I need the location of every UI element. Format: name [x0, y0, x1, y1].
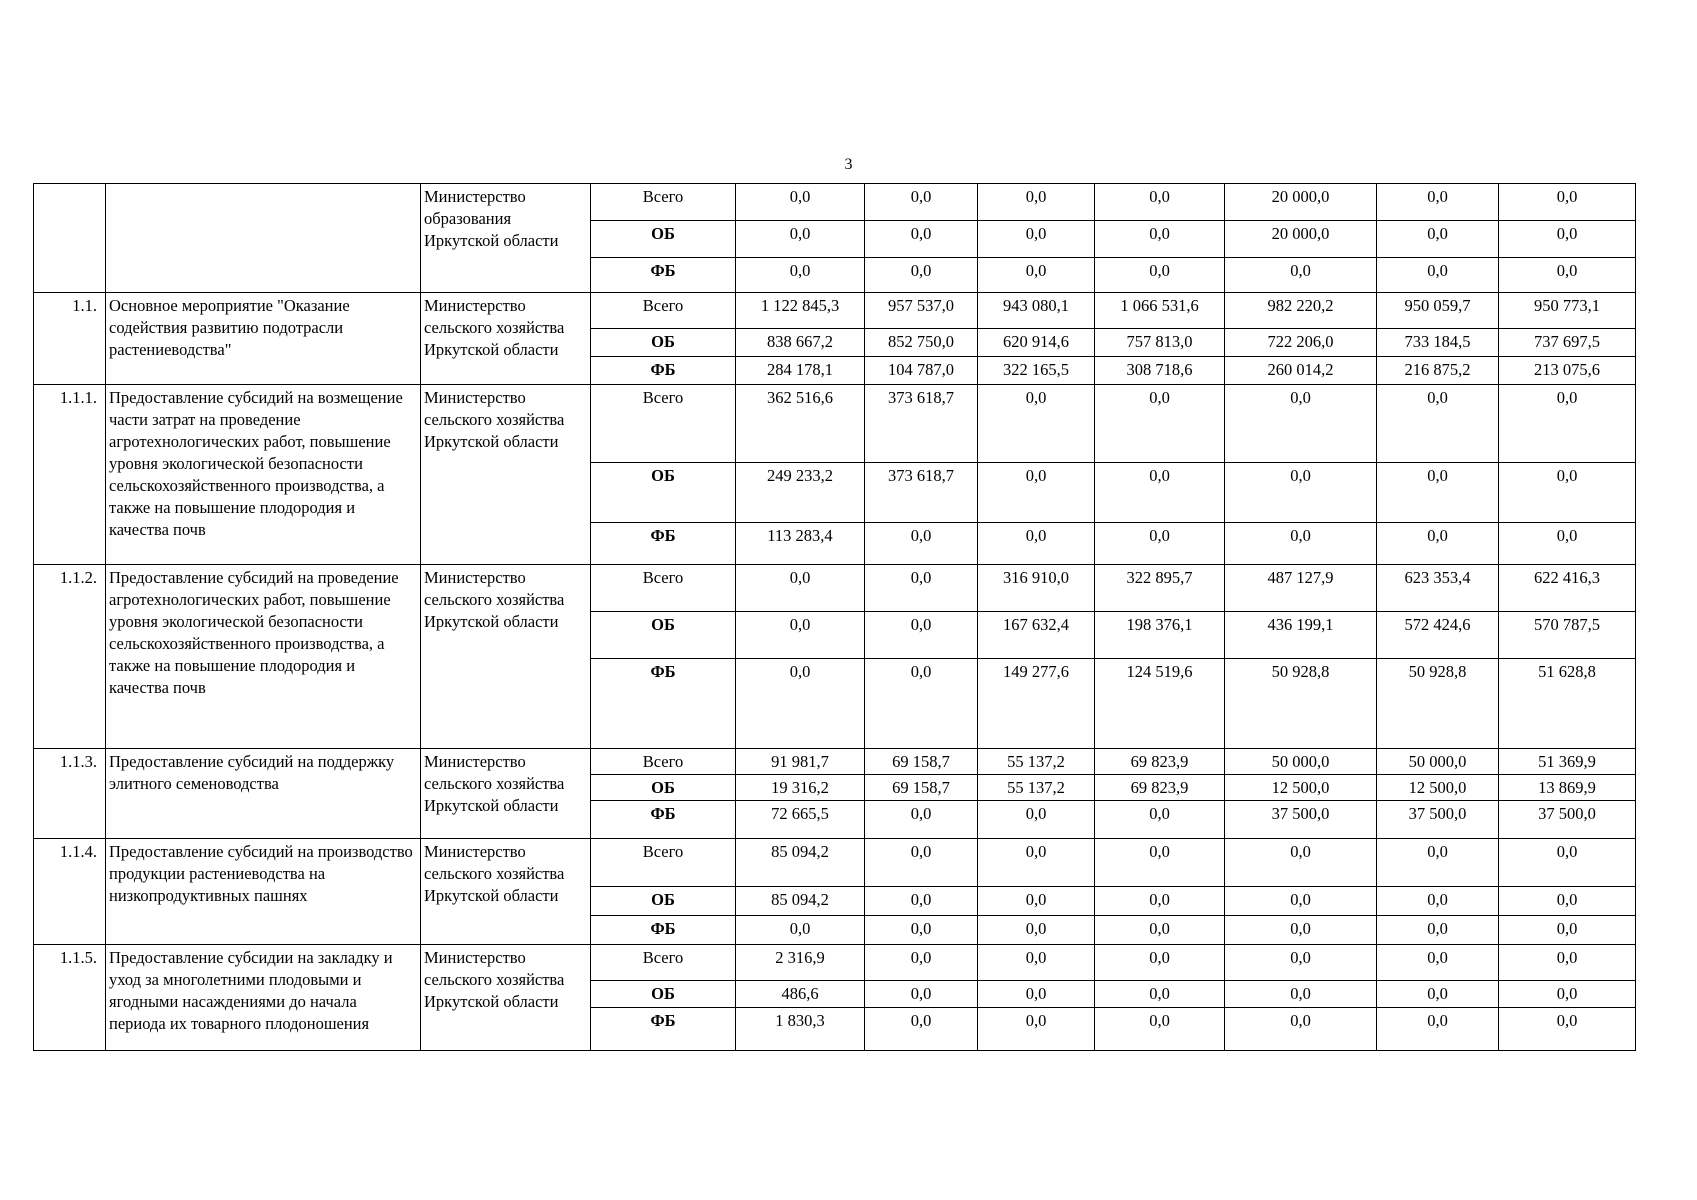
amount-cell: 13 869,9	[1499, 775, 1636, 801]
item-name: Основное мероприятие "Оказание содействия развитию подотрасли растениеводства"	[106, 293, 421, 385]
amount-cell: 0,0	[1377, 981, 1499, 1008]
amount-cell: 0,0	[1095, 258, 1225, 293]
amount-cell: 0,0	[736, 184, 865, 221]
amount-cell: 957 537,0	[865, 293, 978, 329]
amount-cell: 0,0	[1377, 463, 1499, 523]
table-body	[34, 184, 1636, 1051]
amount-cell: 37 500,0	[1377, 801, 1499, 839]
table-row	[34, 749, 1636, 775]
amount-cell: 91 981,7	[736, 749, 865, 775]
funding-source: ФБ	[591, 916, 736, 945]
amount-cell: 322 895,7	[1095, 565, 1225, 612]
amount-cell: 0,0	[1377, 258, 1499, 293]
item-code	[34, 184, 106, 293]
amount-cell: 0,0	[1377, 221, 1499, 258]
amount-cell: 570 787,5	[1499, 612, 1636, 659]
amount-cell: 486,6	[736, 981, 865, 1008]
table-row	[34, 293, 1636, 329]
responsible-org: Министерство сельского хозяйства Иркутской области	[421, 293, 591, 385]
amount-cell: 623 353,4	[1377, 565, 1499, 612]
amount-cell: 0,0	[1499, 945, 1636, 981]
amount-cell: 249 233,2	[736, 463, 865, 523]
amount-cell: 0,0	[978, 887, 1095, 916]
amount-cell: 436 199,1	[1225, 612, 1377, 659]
amount-cell: 0,0	[865, 258, 978, 293]
amount-cell: 0,0	[1499, 463, 1636, 523]
amount-cell: 69 823,9	[1095, 775, 1225, 801]
amount-cell: 0,0	[1095, 981, 1225, 1008]
table-row	[34, 184, 1636, 221]
amount-cell: 113 283,4	[736, 523, 865, 565]
amount-cell: 0,0	[1225, 258, 1377, 293]
amount-cell: 622 416,3	[1499, 565, 1636, 612]
amount-cell: 0,0	[978, 801, 1095, 839]
page-number: 3	[844, 156, 853, 173]
table-row	[34, 945, 1636, 981]
amount-cell: 0,0	[1095, 523, 1225, 565]
amount-cell: 12 500,0	[1225, 775, 1377, 801]
amount-cell: 838 667,2	[736, 329, 865, 357]
amount-cell: 50 928,8	[1225, 659, 1377, 749]
amount-cell: 722 206,0	[1225, 329, 1377, 357]
amount-cell: 487 127,9	[1225, 565, 1377, 612]
amount-cell: 1 066 531,6	[1095, 293, 1225, 329]
amount-cell: 260 014,2	[1225, 357, 1377, 385]
amount-cell: 0,0	[1225, 385, 1377, 463]
amount-cell: 37 500,0	[1225, 801, 1377, 839]
item-name: Предоставление субсидий на производство продукции растениеводства на низкопродуктивных пашнях	[106, 839, 421, 945]
responsible-org: Министерство сельского хозяйства Иркутской области	[421, 749, 591, 839]
amount-cell: 0,0	[736, 916, 865, 945]
amount-cell: 362 516,6	[736, 385, 865, 463]
funding-source: ФБ	[591, 258, 736, 293]
amount-cell: 20 000,0	[1225, 221, 1377, 258]
amount-cell: 0,0	[865, 221, 978, 258]
amount-cell: 198 376,1	[1095, 612, 1225, 659]
amount-cell: 0,0	[1377, 184, 1499, 221]
amount-cell: 308 718,6	[1095, 357, 1225, 385]
amount-cell: 69 823,9	[1095, 749, 1225, 775]
amount-cell: 757 813,0	[1095, 329, 1225, 357]
amount-cell: 0,0	[1095, 1008, 1225, 1051]
amount-cell: 0,0	[865, 887, 978, 916]
item-code: 1.1.2.	[34, 565, 106, 749]
amount-cell: 0,0	[978, 463, 1095, 523]
amount-cell: 0,0	[865, 612, 978, 659]
responsible-org: Министерство образования Иркутской области	[421, 184, 591, 293]
funding-source: ОБ	[591, 981, 736, 1008]
amount-cell: 0,0	[1225, 981, 1377, 1008]
amount-cell: 0,0	[1499, 385, 1636, 463]
amount-cell: 0,0	[865, 565, 978, 612]
amount-cell: 167 632,4	[978, 612, 1095, 659]
amount-cell: 0,0	[1095, 801, 1225, 839]
table-row	[34, 839, 1636, 887]
amount-cell: 20 000,0	[1225, 184, 1377, 221]
amount-cell: 0,0	[1095, 221, 1225, 258]
item-name	[106, 184, 421, 293]
amount-cell: 0,0	[1225, 887, 1377, 916]
amount-cell: 0,0	[1377, 887, 1499, 916]
amount-cell: 0,0	[1377, 839, 1499, 887]
amount-cell: 50 928,8	[1377, 659, 1499, 749]
amount-cell: 0,0	[978, 523, 1095, 565]
amount-cell: 0,0	[1499, 839, 1636, 887]
amount-cell: 0,0	[1225, 463, 1377, 523]
funding-source: ОБ	[591, 775, 736, 801]
amount-cell: 2 316,9	[736, 945, 865, 981]
amount-cell: 0,0	[736, 565, 865, 612]
amount-cell: 85 094,2	[736, 887, 865, 916]
amount-cell: 0,0	[865, 839, 978, 887]
amount-cell: 0,0	[1377, 916, 1499, 945]
table-row	[34, 565, 1636, 612]
amount-cell: 0,0	[1095, 184, 1225, 221]
amount-cell: 0,0	[1377, 523, 1499, 565]
amount-cell: 0,0	[865, 184, 978, 221]
amount-cell: 50 000,0	[1377, 749, 1499, 775]
amount-cell: 373 618,7	[865, 463, 978, 523]
amount-cell: 284 178,1	[736, 357, 865, 385]
amount-cell: 0,0	[1377, 385, 1499, 463]
amount-cell: 572 424,6	[1377, 612, 1499, 659]
amount-cell: 37 500,0	[1499, 801, 1636, 839]
amount-cell: 0,0	[978, 258, 1095, 293]
funding-source: ОБ	[591, 887, 736, 916]
amount-cell: 0,0	[865, 523, 978, 565]
amount-cell: 85 094,2	[736, 839, 865, 887]
amount-cell: 0,0	[865, 801, 978, 839]
funding-source: ОБ	[591, 329, 736, 357]
amount-cell: 0,0	[1095, 385, 1225, 463]
amount-cell: 943 080,1	[978, 293, 1095, 329]
amount-cell: 982 220,2	[1225, 293, 1377, 329]
amount-cell: 373 618,7	[865, 385, 978, 463]
amount-cell: 0,0	[1377, 945, 1499, 981]
amount-cell: 950 773,1	[1499, 293, 1636, 329]
amount-cell: 0,0	[865, 659, 978, 749]
table-row	[34, 385, 1636, 463]
amount-cell: 733 184,5	[1377, 329, 1499, 357]
amount-cell: 104 787,0	[865, 357, 978, 385]
amount-cell: 0,0	[1225, 945, 1377, 981]
item-code: 1.1.1.	[34, 385, 106, 565]
amount-cell: 316 910,0	[978, 565, 1095, 612]
amount-cell: 0,0	[1499, 184, 1636, 221]
amount-cell: 0,0	[1095, 839, 1225, 887]
amount-cell: 51 369,9	[1499, 749, 1636, 775]
responsible-org: Министерство сельского хозяйства Иркутской области	[421, 945, 591, 1051]
item-name: Предоставление субсидий на поддержку элитного семеноводства	[106, 749, 421, 839]
amount-cell: 0,0	[978, 1008, 1095, 1051]
amount-cell: 0,0	[736, 258, 865, 293]
item-name: Предоставление субсидий на проведение агротехнологических работ, повышение уровня экологической безопасности сельскохозяйственного производства, а также на повышение плодородия и качества почв	[106, 565, 421, 749]
amount-cell: 0,0	[736, 659, 865, 749]
responsible-org: Министерство сельского хозяйства Иркутской области	[421, 839, 591, 945]
amount-cell: 0,0	[1499, 523, 1636, 565]
amount-cell: 620 914,6	[978, 329, 1095, 357]
amount-cell: 1 830,3	[736, 1008, 865, 1051]
amount-cell: 0,0	[865, 981, 978, 1008]
funding-source: Всего	[591, 385, 736, 463]
amount-cell: 0,0	[736, 612, 865, 659]
amount-cell: 0,0	[1095, 945, 1225, 981]
funding-source: ФБ	[591, 357, 736, 385]
amount-cell: 0,0	[1095, 916, 1225, 945]
item-code: 1.1.	[34, 293, 106, 385]
funding-source: Всего	[591, 839, 736, 887]
amount-cell: 69 158,7	[865, 749, 978, 775]
amount-cell: 0,0	[1499, 916, 1636, 945]
amount-cell: 0,0	[1499, 258, 1636, 293]
funding-source: ФБ	[591, 801, 736, 839]
amount-cell: 0,0	[978, 981, 1095, 1008]
funding-source: Всего	[591, 749, 736, 775]
amount-cell: 0,0	[1499, 1008, 1636, 1051]
funding-source: ОБ	[591, 612, 736, 659]
amount-cell: 0,0	[978, 184, 1095, 221]
amount-cell: 149 277,6	[978, 659, 1095, 749]
amount-cell: 0,0	[1499, 221, 1636, 258]
funding-source: ФБ	[591, 659, 736, 749]
item-code: 1.1.4.	[34, 839, 106, 945]
amount-cell: 72 665,5	[736, 801, 865, 839]
item-name: Предоставление субсидии на закладку и уход за многолетними плодовыми и ягодными насаждениями до начала периода их товарного плодоношения	[106, 945, 421, 1051]
amount-cell: 0,0	[1095, 463, 1225, 523]
item-code: 1.1.3.	[34, 749, 106, 839]
amount-cell: 0,0	[736, 221, 865, 258]
responsible-org: Министерство сельского хозяйства Иркутской области	[421, 565, 591, 749]
funding-source: ОБ	[591, 221, 736, 258]
item-code: 1.1.5.	[34, 945, 106, 1051]
funding-source: Всего	[591, 565, 736, 612]
amount-cell: 0,0	[978, 839, 1095, 887]
amount-cell: 0,0	[978, 385, 1095, 463]
funding-source: Всего	[591, 184, 736, 221]
amount-cell: 50 000,0	[1225, 749, 1377, 775]
amount-cell: 69 158,7	[865, 775, 978, 801]
amount-cell: 0,0	[1225, 839, 1377, 887]
amount-cell: 0,0	[1377, 1008, 1499, 1051]
amount-cell: 1 122 845,3	[736, 293, 865, 329]
funding-source: Всего	[591, 945, 736, 981]
amount-cell: 950 059,7	[1377, 293, 1499, 329]
amount-cell: 55 137,2	[978, 775, 1095, 801]
responsible-org: Министерство сельского хозяйства Иркутской области	[421, 385, 591, 565]
amount-cell: 124 519,6	[1095, 659, 1225, 749]
funding-source: ФБ	[591, 1008, 736, 1051]
amount-cell: 19 316,2	[736, 775, 865, 801]
amount-cell: 0,0	[865, 916, 978, 945]
amount-cell: 0,0	[1225, 523, 1377, 565]
amount-cell: 51 628,8	[1499, 659, 1636, 749]
amount-cell: 0,0	[865, 945, 978, 981]
amount-cell: 216 875,2	[1377, 357, 1499, 385]
amount-cell: 0,0	[1499, 981, 1636, 1008]
budget-table	[33, 183, 1636, 1051]
amount-cell: 0,0	[978, 221, 1095, 258]
amount-cell: 0,0	[978, 916, 1095, 945]
amount-cell: 0,0	[1225, 1008, 1377, 1051]
amount-cell: 55 137,2	[978, 749, 1095, 775]
funding-source: Всего	[591, 293, 736, 329]
amount-cell: 0,0	[978, 945, 1095, 981]
amount-cell: 852 750,0	[865, 329, 978, 357]
amount-cell: 0,0	[1499, 887, 1636, 916]
amount-cell: 213 075,6	[1499, 357, 1636, 385]
funding-source: ОБ	[591, 463, 736, 523]
amount-cell: 0,0	[1095, 887, 1225, 916]
funding-source: ФБ	[591, 523, 736, 565]
item-name: Предоставление субсидий на возмещение части затрат на проведение агротехнологических работ, повышение уровня экологической безопасности сельскохозяйственного производства, а также на повышение плодородия и качества почв	[106, 385, 421, 565]
amount-cell: 322 165,5	[978, 357, 1095, 385]
amount-cell: 0,0	[865, 1008, 978, 1051]
amount-cell: 737 697,5	[1499, 329, 1636, 357]
amount-cell: 0,0	[1225, 916, 1377, 945]
amount-cell: 12 500,0	[1377, 775, 1499, 801]
